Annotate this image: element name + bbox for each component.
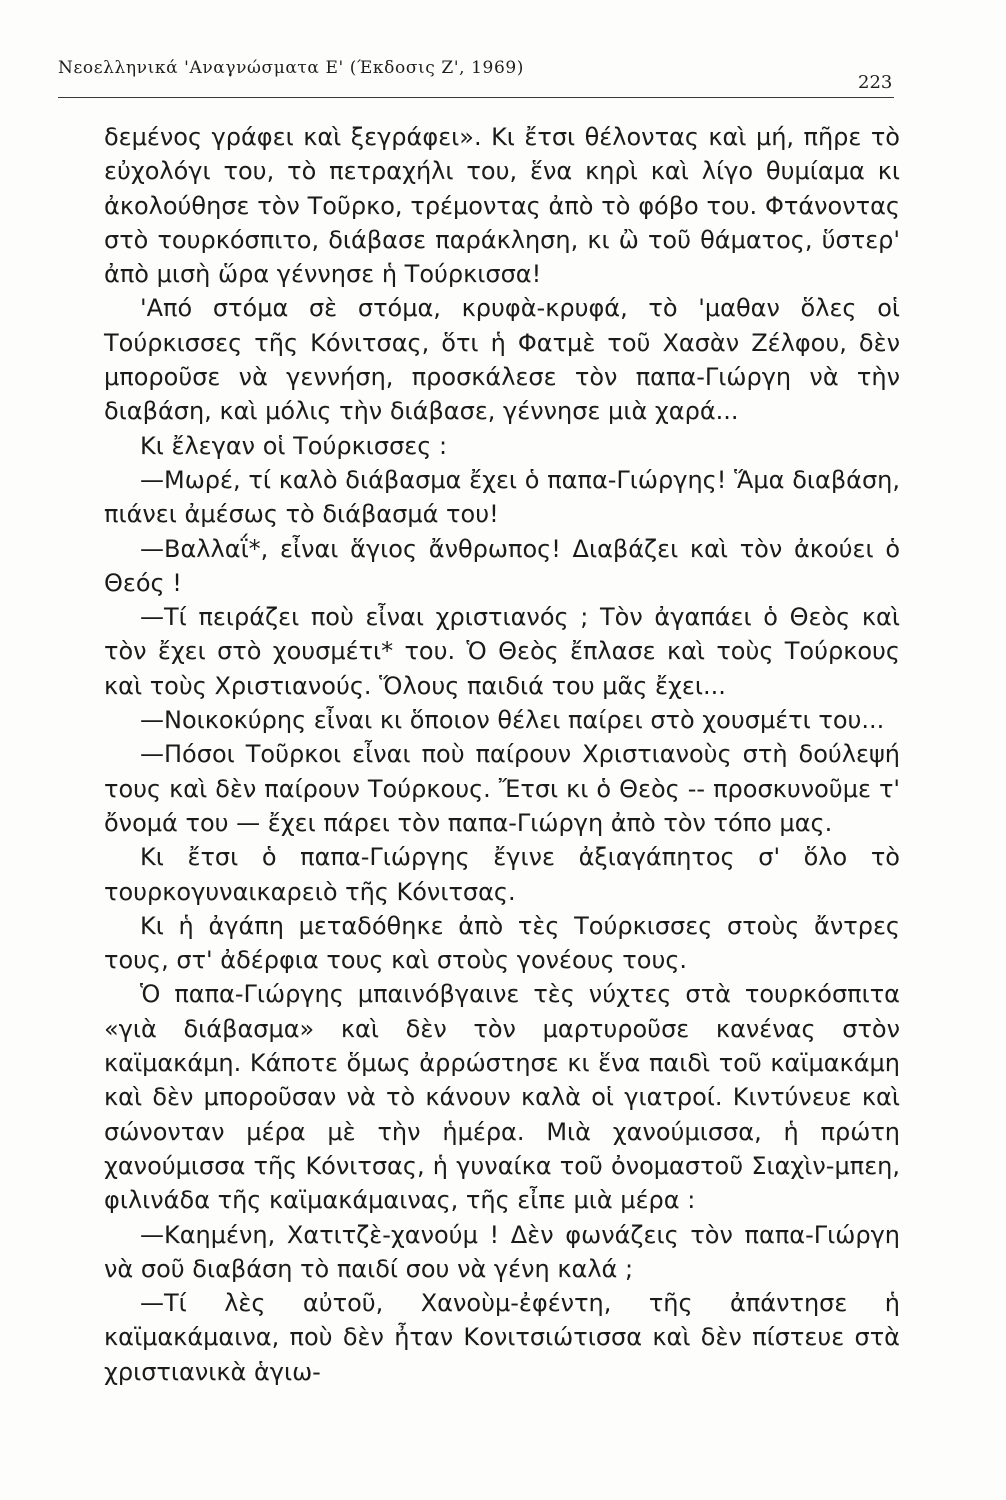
running-header-title: Νεοελληνικά 'Αναγνώσματα Ε' (Έκδοσις Ζ', 1969) (58, 58, 525, 78)
paragraph-3: Κι ἔλεγαν οἱ Τούρκισσες : (140, 431, 448, 460)
paragraph-2: 'Από στόμα σὲ στόμα, κρυφὰ-κρυφά, τὸ 'μαθαν ὅλες οἱ Τούρκισσες τῆς Κόνιτσας, ὅτι ἡ Φατμὲ τοῦ Χασὰν Ζέλφου, δὲν μποροῦσε νὰ γεννήση, προσκάλεσε τὸν παπα-Γιώργη νὰ τὴν διαβάση, καὶ μόλις τὴν διάβασε, γέννησε μιὰ χαρά... (104, 294, 900, 426)
body-text (104, 120, 900, 1389)
dialogue-5: —Πόσοι Τοῦρκοι εἶναι ποὺ παίρουν Χριστιανοὺς στὴ δούλεψή τους καὶ δὲν παίρουν Τούρκους. Ἔτσι κι ὁ Θεὸς -- προσκυνοῦμε τ' ὄνομά του — ἔχει πάρει τὸν παπα-Γιώργη ἀπὸ τὸν τόπο μας. (104, 740, 900, 837)
paragraph-4: Κι ἔτσι ὁ παπα-Γιώργης ἔγινε ἀξιαγάπητος σ' ὅλο τὸ τουρκογυναικαρειὸ τῆς Κόνιτσας. (104, 843, 900, 906)
dialogue-6: —Καημένη, Χατιτζὲ-χανούμ ! Δὲν φωνάζεις τὸν παπα-Γιώργη νὰ σοῦ διαβάση τὸ παιδί σου νὰ γένη καλά ; (104, 1220, 900, 1283)
dialogue-7: —Τί λὲς αὐτοῦ, Χανοὺμ-ἐφέντη, τῆς ἀπάντησε ἡ καϊμακάμαινα, ποὺ δὲν ἦταν Κονιτσιώτισσα καὶ δὲν πίστευε στὰ χριστιανικὰ ἁγιω- (104, 1289, 900, 1386)
dialogue-1: —Μωρέ, τί καλὸ διάβασμα ἔχει ὁ παπα-Γιώργης! Ἅμα διαβάση, πιάνει ἀμέσως τὸ διάβασμά του! (104, 465, 900, 529)
dialogue-2: —Βαλλαΐ*, εἶναι ἅγιος ἄνθρωπος! Διαβάζει καὶ τὸν ἀκούει ὁ Θεός ! (104, 534, 900, 597)
paragraph-6: Ὁ παπα-Γιώργης μπαινόβγαινε τὲς νύχτες στὰ τουρκόσπιτα «γιὰ διάβασμα» καὶ δὲν τὸν μαρτυροῦσε κανένας στὸν καϊμακάμη. Κάποτε ὅμως ἀρρώστησε κι ἕνα παιδὶ τοῦ καϊμακάμη καὶ δὲν μποροῦσαν νὰ τὸ κάνουν καλὰ οἱ γιατροί. Κιντύνευε καὶ σώνονταν μέρα μὲ τὴν ἡμέρα. Μιὰ χανούμισσα, ἡ πρώτη χανούμισσα τῆς Κόνιτσας, ἡ γυναίκα τοῦ ὀνομαστοῦ Σιαχὶν-μπεη, φιλινάδα τῆς καϊμακάμαινας, τῆς εἶπε μιὰ μέρα : (104, 980, 900, 1215)
paragraph-5: Κι ἡ ἀγάπη μεταδόθηκε ἀπὸ τὲς Τούρκισσες στοὺς ἄντρες τους, στ' ἀδέρφια τους καὶ στοὺς γονέους τους. (104, 911, 900, 975)
dialogue-3: —Τί πειράζει ποὺ εἶναι χριστιανός ; Τὸν ἀγαπάει ὁ Θεὸς καὶ τὸν ἔχει στὸ χουσμέτι* του. Ὁ Θεὸς ἔπλασε καὶ τοὺς Τούρκους καὶ τοὺς Χριστιανούς. Ὅλους παιδιά του μᾶς ἔχει... (104, 603, 900, 700)
dialogue-4: —Νοικοκύρης εἶναι κι ὅποιον θέλει παίρει στὸ χουσμέτι του... (140, 706, 885, 735)
page-number: 223 (858, 72, 893, 93)
paragraph-1: δεμένος γράφει καὶ ξεγράφει». Κι ἔτσι θέλοντας καὶ μή, πῆρε τὸ εὐχολόγι του, τὸ πετραχήλι του, ἕνα κηρὶ καὶ λίγο θυμίαμα κι ἀκολούθησε τὸν Τοῦρκο, τρέμοντας ἀπὸ τὸ φόβο του. Φτάνοντας στὸ τουρκόσπιτο, διάβασε παράκληση, κι ὢ τοῦ θάματος, ὕστερ' ἀπὸ μισὴ ὥρα γέννησε ἡ Τούρκισσα! (104, 123, 900, 289)
header-rule (58, 97, 894, 98)
